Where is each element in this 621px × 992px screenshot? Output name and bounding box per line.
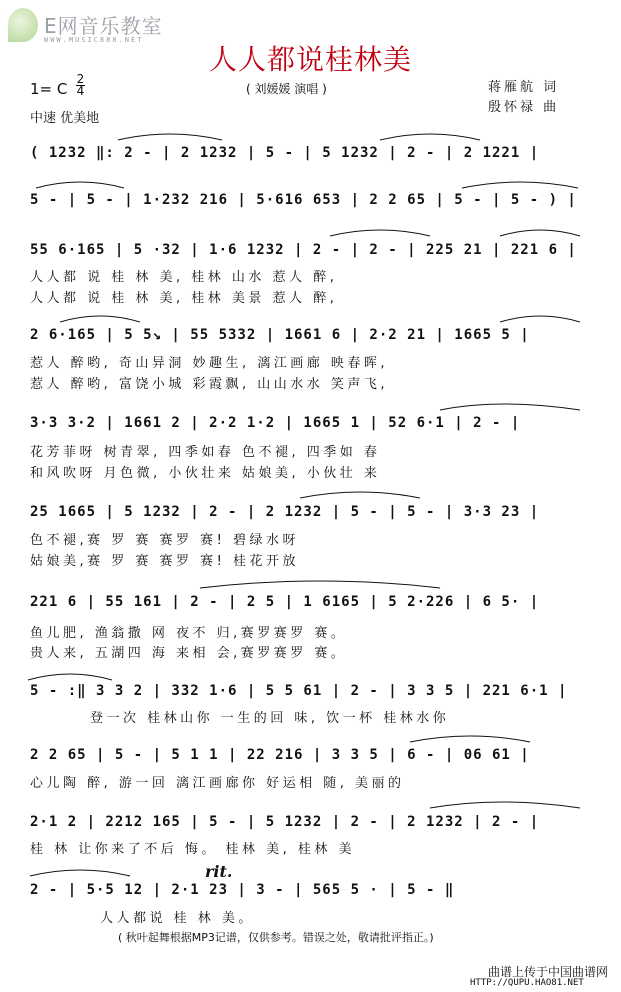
lyric-line-6b: 姑娘美,赛 罗 赛 赛罗 赛! 桂花开放 — [30, 554, 300, 569]
notation-line-6: 25 1665 | 5 1232 | 2 - | 2 1232 | 5 - | 5 - | 3·3 23 | — [30, 504, 540, 520]
singer-credit: ( 刘媛媛 演唱 ) — [246, 82, 327, 96]
slur-arc — [462, 182, 578, 188]
lyric-line-7b: 贵人来, 五湖四 海 来相 会,赛罗赛罗 赛。 — [30, 646, 348, 661]
upload-credit: 曲谱上传于中国曲谱网 — [488, 965, 609, 979]
notation-line-5: 3·3 3·2 | 1661 2 | 2·2 1·2 | 1665 1 | 52 6·1 | 2 - | — [30, 415, 521, 431]
notation-line-4: 2 6·165 | 5 5↘ | 55 5332 | 1661 6 | 2·2 21 | 1665 5 | — [30, 327, 530, 343]
slur-arc — [60, 316, 140, 322]
notation-line-11: 2 - | 5·5 12 | 2·1 23 | 3 - | 565 5 · | 5 - ‖ — [30, 882, 455, 898]
watermark-brand: E网音乐教室 — [44, 14, 163, 38]
lyric-line-5b: 和风吹呀 月色微, 小伙壮来 姑娘美, 小伙壮 来 — [30, 466, 381, 481]
watermark-site: WWW.MUSIC888.NET — [44, 36, 144, 44]
time-sig-bottom: 4 — [76, 84, 85, 98]
lyric-line-5a: 花芳菲呀 树青翠, 四季如春 色不褪, 四季如 春 — [30, 445, 381, 460]
slur-arc — [300, 492, 420, 498]
slur-arc — [200, 581, 440, 588]
slur-arc — [30, 870, 130, 876]
key-signature: 1= C — [30, 80, 68, 98]
lyric-line-4b: 惹人 醉哟, 富饶小城 彩霞飘, 山山水水 笑声飞, — [30, 377, 389, 392]
notation-line-2: 5 - | 5 - | 1·232 216 | 5·616 653 | 2 2 65 | 5 - | 5 - ) | — [30, 192, 577, 208]
composer-credit: 殷怀禄 曲 — [488, 100, 560, 115]
notation-line-7: 221 6 | 55 161 | 2 - | 2 5 | 1 6165 | 5 2·226 | 6 5· | — [30, 594, 540, 610]
transcriber-note: ( 秋叶起舞根据MP3记谱，仅供参考。错误之处，敬请批评指正。) — [118, 931, 434, 944]
lyricist-credit: 蒋雁航 词 — [488, 80, 560, 95]
lyric-line-3a: 人人都 说 桂 林 美, 桂林 山水 惹人 醉, — [30, 270, 338, 285]
slur-arc — [380, 134, 480, 140]
notation-line-1: ( 1232 ‖: 2 - | 2 1232 | 5 - | 5 1232 | 2 - | 2 1221 | — [30, 145, 540, 161]
upload-url: HTTP://QUPU.HAO81.NET — [470, 978, 584, 988]
lyric-line-3b: 人人都 说 桂 林 美, 桂林 美景 惹人 醉, — [30, 291, 338, 306]
lyric-line-4a: 惹人 醉哟, 奇山异洞 妙趣生, 漓江画廊 映春晖, — [30, 356, 389, 371]
tempo-marking: 中速 优美地 — [30, 111, 100, 126]
ritardando-marking: rit. — [205, 862, 233, 881]
slur-arc — [118, 134, 222, 140]
time-sig-top: 2 — [76, 72, 85, 86]
lyric-line-9: 心儿陶 醉, 游一回 漓江画廊你 好运相 随, 美丽的 — [30, 776, 405, 791]
notation-line-3: 55 6·165 | 5 ·32 | 1·6 1232 | 2 - | 2 - | 225 21 | 221 6 | — [30, 242, 577, 258]
notation-line-8: 5 - :‖ 3 3 2 | 332 1·6 | 5 5 61 | 2 - | 3 3 5 | 221 6·1 | — [30, 683, 568, 699]
slur-arc — [500, 230, 580, 236]
slur-arc — [36, 182, 124, 188]
slur-arc — [500, 316, 580, 322]
lyric-line-6a: 色不褪,赛 罗 赛 赛罗 赛! 碧绿水呀 — [30, 533, 300, 548]
slur-arc — [28, 674, 112, 680]
slur-arc — [430, 802, 580, 808]
slur-arc — [440, 404, 580, 410]
lyric-line-7a: 鱼儿肥, 渔翁撒 网 夜不 归,赛罗赛罗 赛。 — [30, 626, 348, 641]
notation-line-10: 2·1 2 | 2212 165 | 5 - | 5 1232 | 2 - | 2 1232 | 2 - | — [30, 814, 540, 830]
slur-arc — [410, 736, 530, 742]
lyric-line-10: 桂 林 让你来了不后 悔。 桂林 美, 桂林 美 — [30, 842, 356, 857]
song-title: 人人都说桂林美 — [208, 43, 412, 76]
time-signature — [76, 74, 85, 97]
slur-arc — [330, 230, 430, 236]
lyric-line-11: 人人都说 桂 林 美。 — [100, 911, 255, 926]
notation-line-9: 2 2 65 | 5 - | 5 1 1 | 22 216 | 3 3 5 | 6 - | 06 61 | — [30, 747, 530, 763]
lyric-line-8: 登一次 桂林山你 一生的回 味, 饮一杯 桂林水你 — [90, 711, 450, 726]
leaf-logo-icon — [8, 8, 38, 42]
